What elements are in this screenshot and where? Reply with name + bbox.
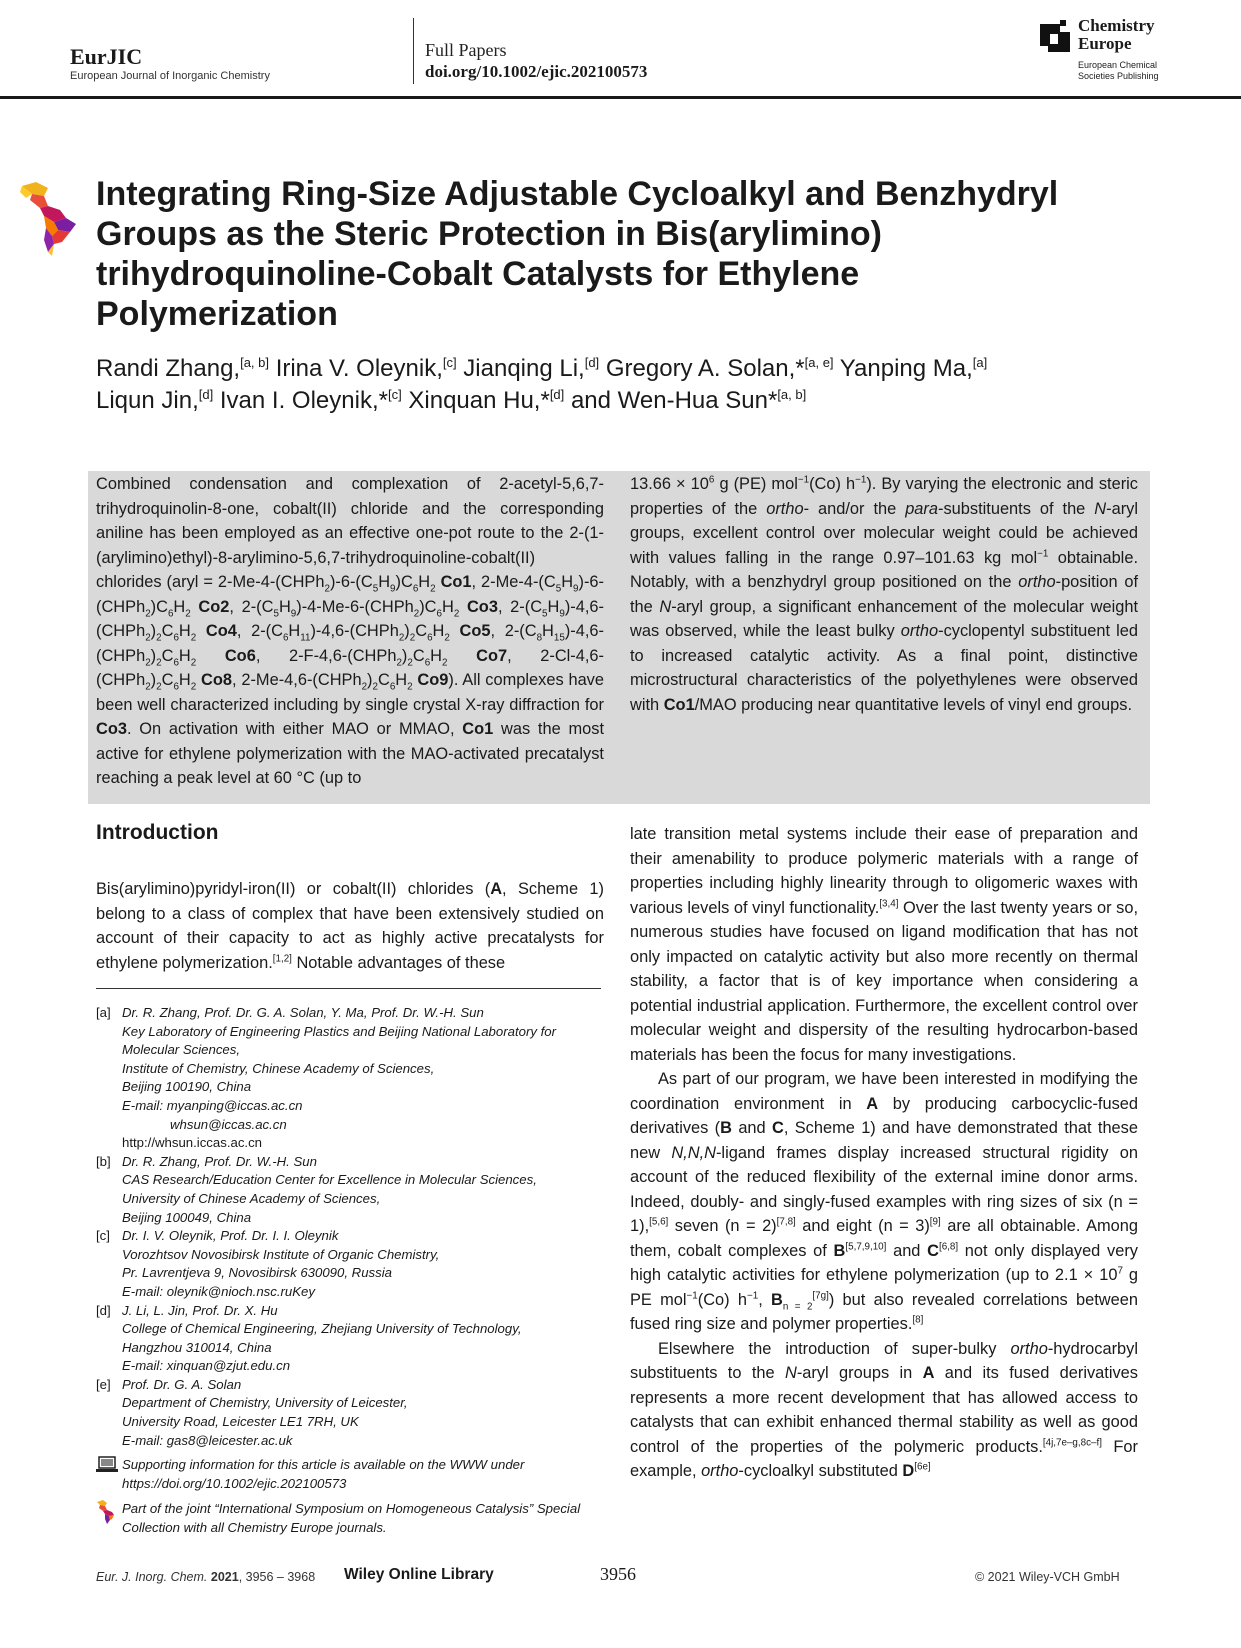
abstract-left-column: Combined condensation and complexation of 2-acetyl-5,6,7-trihydroquinolin-8-one, cobalt(II) chloride and the corresponding aniline has been employed as an effective one-pot route to the 2-(1-(arylimino)ethyl)-8-arylimino-5,6,7-trihydroquinoline-cobalt(II) chlorides (aryl = $2-Me-4-(CHPh_2)-6-(C_5H_9)C_6H_2$ Co1, $2-Me-4-(C_5H_9)-6-(CHPh_2)C_6H_2$ Co2, $2-(C_5H_9)-4-Me-6-(CHPh_2)C_6H_2$ Co3, $2-(C_5H_9)-4,6-(CHPh_2)_2C_6H_2$ Co4, $2-(C_6H_{11})-4,6-(CHPh_2)_2C_6H_2$ Co5, $2-(C_8H_{15})-4,6-(CHPh_2)_2C_6H_2$ Co6, $2-F-4,6-(CHPh_2)_2C_6H_2$ Co7, $2-Cl-4,6-(CHPh_2)_2C_6H_2$ Co8, $2-Me-4,6-(CHPh_2)_2C_6H_2$ Co9). All complexes have been well characterized including by single crystal X-ray diffraction for Co3. On activation with either MAO or MMAO, Co1 was the most active for ethylene polymerization with the MAO-activated precatalyst reaching a peak level at 60 °C (up to: [96, 475, 604, 787]
email-link[interactable]: E-mail: oleynik@nioch.nsc.ruKey: [122, 1283, 315, 1299]
page-number: 3956: [600, 1564, 636, 1584]
intro-right-column: late transition metal systems include their ease of preparation and their amenability to produce polymeric materials with a range of properties including highly linearity through to oligomeric waxes with various levels of vinyl functionality.[3,4] Over the last twenty years or so, numerous studies have focused on ligand modification that has not only impacted on catalytic activity but also more recently on thermal stability, a factor that is of key importance when considering a potential industrial application. Furthermore, the excellent control over molecular weight and dispersity of the resulting hydrocarbon-based materials has been the focus for many investigations. As part of our program, we have been interested in modifying the coordination environment in A by producing carbocyclic-fused derivatives (B and C, Scheme 1) and have demonstrated that these new N,N,N-ligand frames display increased structural rigidity on account of the reduced flexibility of the external imine donor arms. Indeed, doubly- and singly-fused examples with ring sizes of six (n = 1),[5,6] seven (n = 2)[7,8] and eight (n = 3)[9] are all obtainable. Among them, cobalt complexes of B[5,7,9,10] and C[6,8] not only displayed very high catalytic activities for ethylene polymerization (up to $2.1 \times 10^7$ g PE mol$^{-1}$(Co) $h^{-1}$, $B_{n = 2}[7g]$) but also revealed correlations between fused ring size and polymer properties.[8] Elsewhere the introduction of super-bulky ortho-hydrocarbyl substituents to the N-aryl groups in A and its fused derivatives represents a more recent development that has allowed access to catalysts that can exhibit enhanced thermal stability as well as good control of the properties of the polymeric products.[4j,7e–g,8c–f] For example, ortho-cycloalkyl substituted D[6e]: [630, 825, 1139, 1480]
special-collection-map-icon: [18, 180, 82, 258]
copyright: © 2021 Wiley-VCH GmbH: [975, 1570, 1120, 1584]
author-name: Yanping Ma,: [839, 355, 973, 382]
affiliation-b: [b] Dr. R. Zhang, Prof. Dr. W.-H. Sun CAS Research/Education Center for Excellence in Molecular Sciences, University of Chinese Academy of Sciences, Beijing 100049, China: [96, 1153, 537, 1225]
article-title: Integrating Ring-Size Adjustable Cycloalkyl and Benzhydryl Groups as the Steric Protection in Bis(arylimino) trihydroquinoline-Cobalt Catalysts for Ethylene Polymerization: [96, 175, 1059, 333]
supporting-info-note: Supporting information for this article is available on the WWW under https://doi.org/10.1002/ejic.202100573: [96, 1456, 606, 1493]
intro-left-column: Bis(arylimino)pyridyl-iron(II) or cobalt(II) chlorides (A, Scheme 1) belong to a class of complex that have been extensively studied on account of their capacity to act as highly active precatalysts for ethylene polymerization.[1,2] Notable advantages of these: [96, 880, 604, 972]
collection-map-small-icon: [96, 1500, 118, 1526]
wiley-online-library-link[interactable]: Wiley Online Library: [344, 1566, 494, 1583]
author-name: Gregory A. Solan,*: [605, 355, 805, 382]
affiliation-a: [a] Dr. R. Zhang, Prof. Dr. G. A. Solan, Y. Ma, Prof. Dr. W.-H. Sun Key Laboratory of Engineering Plastics and Beijing National Laboratory for Molecular Sciences, Institute of Chemistry, Chinese Academy of Sciences, Beijing 100190, China E-mail: myanping@iccas.ac.cn whsun@iccas.ac.cn http://whsun.iccas.ac.cn: [96, 1004, 606, 1153]
journal-full-name: European Journal of Inorganic Chemistry: [70, 70, 270, 82]
email-link[interactable]: E-mail: myanping@iccas.ac.cn: [122, 1097, 303, 1113]
author-name: Xinquan Hu,*: [408, 387, 550, 414]
laptop-icon: [96, 1456, 118, 1474]
publisher-brand: Chemistry Europe: [1078, 16, 1155, 53]
header-divider: [413, 18, 414, 84]
author-name: Jianqing Li,: [463, 355, 585, 382]
publisher-subtitle: European Chemical Societies Publishing: [1078, 60, 1159, 81]
chemistry-europe-logo-icon: [1040, 20, 1070, 52]
affiliations-list: [96, 1004, 606, 1450]
author-name: Liqun Jin,: [96, 387, 199, 414]
author-name: Irina V. Oleynik,: [275, 355, 443, 382]
abstract-right-column: $13.66 \times 10^6$ g (PE) mol$^{-1}$(Co) $h^{-1}$). By varying the electronic and steric properties of the ortho- and/or the para-substituents of the N-aryl groups, excellent control over molecular weight could be achieved with values falling in the range 0.97–101.63 kg mol$^{-1}$ obtainable. Notably, with a benzhydryl group positioned on the ortho-position of the N-aryl group, a significant enhancement of the molecular weight was observed, while the least bulky ortho-cyclopentyl substituent led to increased catalytic activity. As a final point, distinctive microstructural characteristics of the polyethylenes were observed with Co1/MAO producing near quantitative levels of vinyl end groups.: [630, 474, 1139, 714]
journal-name: EurJIC: [70, 44, 143, 69]
affiliation-c: [c] Dr. I. V. Oleynik, Prof. Dr. I. I. Oleynik Vorozhtsov Novosibirsk Institute of Organic Chemistry, Pr. Lavrentjeva 9, Novosibirsk 630090, Russia E-mail: oleynik@nioch.nsc.ruKey: [96, 1227, 606, 1301]
affiliation-d: [d] J. Li, L. Jin, Prof. Dr. X. Hu College of Chemical Engineering, Zhejiang University of Technology, Hangzhou 310014, China E-mail: xinquan@zjut.edu.cn: [96, 1302, 606, 1376]
email-link[interactable]: whsun@iccas.ac.cn: [170, 1116, 287, 1132]
author-name: and Wen-Hua Sun*: [570, 387, 778, 414]
special-collection-note: Part of the joint “International Symposium on Homogeneous Catalysis” Special Collection with all Chemistry Europe journals.: [96, 1500, 606, 1537]
email-link[interactable]: E-mail: gas8@leicester.ac.uk: [122, 1432, 293, 1448]
homepage-link[interactable]: http://whsun.iccas.ac.cn: [122, 1135, 263, 1151]
section-heading-introduction: Introduction: [96, 821, 219, 844]
author-name: Ivan I. Oleynik,*: [219, 387, 388, 414]
doi-link[interactable]: doi.org/10.1002/ejic.202100573: [425, 62, 648, 81]
citation: Eur. J. Inorg. Chem. 2021, 3956 – 3968: [96, 1570, 316, 1584]
footnote-rule: [96, 988, 601, 989]
author-name: Randi Zhang,: [96, 355, 241, 382]
affiliation-e: [e] Prof. Dr. G. A. Solan Department of Chemistry, University of Leicester, University Road, Leicester LE1 7RH, UK E-mail: gas8@leicester.ac.uk: [96, 1376, 606, 1450]
header-rule: [0, 96, 1241, 99]
email-link[interactable]: E-mail: xinquan@zjut.edu.cn: [122, 1358, 291, 1374]
author-list: Randi Zhang,[a, b] Irina V. Oleynik,[c] Jianqing Li,[d] Gregory A. Solan,*[a, e] Yanping Ma,[a] Liqun Jin,[d] Ivan I. Oleynik,*[c] Xinquan Hu,*[d] and Wen-Hua Sun*[a, b]: [96, 355, 988, 414]
article-type: Full Papers: [425, 40, 507, 60]
